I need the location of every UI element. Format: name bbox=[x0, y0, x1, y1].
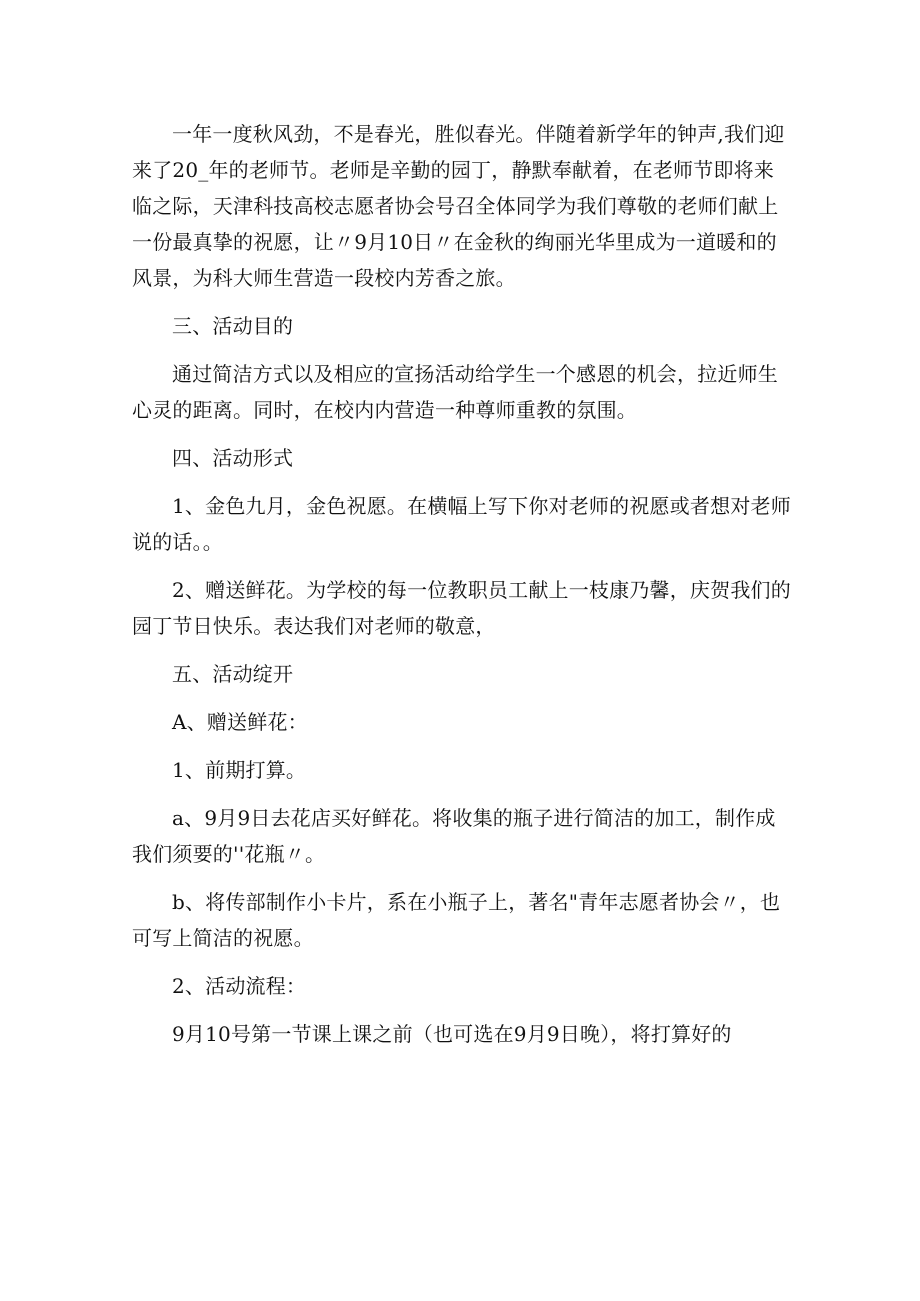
process-paragraph: 9月10号第一节课上课之前（也可选在9月9日晚），将打算好的 bbox=[172, 1022, 732, 1046]
subheading-preparation: 1、前期打算。 bbox=[172, 758, 307, 782]
section-heading-activity: 五、活动绽开 bbox=[172, 662, 294, 686]
document-body bbox=[132, 116, 792, 1064]
section-heading-purpose: 三、活动目的 bbox=[172, 314, 294, 338]
format-item-1: 1、金色九月，金色祝愿。在横幅上写下你对老师的祝愿或者想对老师说的话。。 bbox=[132, 494, 791, 554]
subheading-process: 2、活动流程： bbox=[172, 974, 307, 998]
purpose-paragraph: 通过简洁方式以及相应的宣扬活动给学生一个感恩的机会，拉近师生心灵的距离。同时，在校内内营造一种尊师重教的氛围。 bbox=[132, 362, 778, 422]
section-heading-format: 四、活动形式 bbox=[172, 446, 294, 470]
preparation-item-b: b、将传部制作小卡片，系在小瓶子上，著名"青年志愿者协会〃，也可写上简洁的祝愿。 bbox=[132, 890, 781, 950]
intro-paragraph: 一年一度秋风劲，不是春光，胜似春光。伴随着新学年的钟声,我们迎来了20_年的老师节。老师是辛勤的园丁，静默奉献着，在老师节即将来临之际，天津科技高校志愿者协会号召全体同学为我们尊敬的老师们献上一份最真挚的祝愿，让〃9月10日〃在金秋的绚丽光华里成为一道暖和的风景，为科大师生营造一段校内芳香之旅。 bbox=[132, 122, 785, 290]
subheading-flowers: A、赠送鲜花： bbox=[172, 710, 308, 734]
format-item-2: 2、赠送鲜花。为学校的每一位教职员工献上一枝康乃馨，庆贺我们的园丁节日快乐。表达我们对老师的敬意， bbox=[132, 578, 791, 638]
preparation-item-a: a、9月9日去花店买好鲜花。将收集的瓶子进行简洁的加工，制作成我们须要的''花瓶〃。 bbox=[132, 806, 776, 866]
